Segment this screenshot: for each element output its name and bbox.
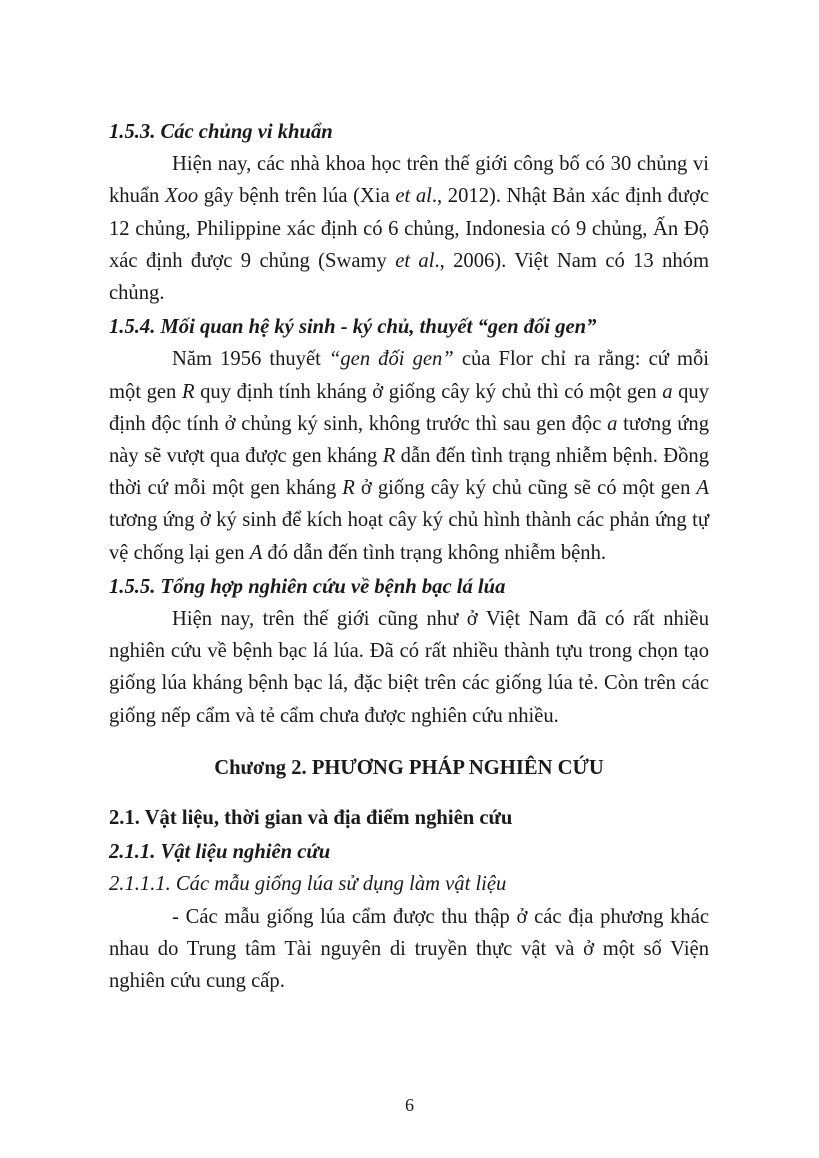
chapter-2-title: Chương 2. PHƯƠNG PHÁP NGHIÊN CỨU bbox=[214, 756, 604, 779]
section-2-1-1-title: 2.1.1. Vật liệu nghiên cứu bbox=[109, 841, 331, 864]
section-1-5-4-title: 1.5.4. Mối quan hệ ký sinh - ký chủ, thuyết “gen đối gen” bbox=[109, 316, 597, 339]
section-2-1-1-1-title: 2.1.1.1. Các mẫu giống lúa sử dụng làm vật liệu bbox=[109, 873, 507, 896]
page-number: 6 bbox=[405, 1095, 414, 1115]
section-1-5-4-paragraph: Năm 1956 thuyết “gen đối gen” của Flor chỉ ra rằng: cứ mỗi một gen R quy định tính kháng ở giống cây ký chủ thì có một gen a quy định độc tính ở chủng ký sinh, không trước thì sau gen độc a tương ứng này sẽ vượt qua được gen kháng R dẫn đến tình trạng nhiễm bệnh. Đồng thời cứ mỗi một gen kháng R ở giống cây ký chủ cũng sẽ có một gen A tương ứng ở ký sinh để kích hoạt cây ký chủ hình thành các phản ứng tự vệ chống lại gen A đó dẫn đến tình trạng không nhiễm bệnh. bbox=[109, 348, 709, 564]
section-2-1-1-1-paragraph: - Các mẫu giống lúa cẩm được thu thập ở các địa phương khác nhau do Trung tâm Tài nguyên di truyền thực vật và ở một số Viện nghiên cứu cung cấp. bbox=[109, 905, 709, 993]
section-1-5-3-paragraph: Hiện nay, các nhà khoa học trên thế giới công bố có 30 chủng vi khuẩn Xoo gây bệnh trên lúa (Xia et al., 2012). Nhật Bản xác định được 12 chủng, Philippine xác định có 6 chủng, Indonesia có 9 chủng, Ấn Độ xác định được 9 chủng (Swamy et al., 2006). Việt Nam có 13 nhóm chủng. bbox=[109, 153, 710, 305]
section-1-5-5-paragraph: Hiện nay, trên thế giới cũng như ở Việt Nam đã có rất nhiều nghiên cứu về bệnh bạc lá lúa. Đã có rất nhiều thành tựu trong chọn tạo giống lúa kháng bệnh bạc lá, đặc biệt trên các giống lúa tẻ. Còn trên các giống nếp cẩm và tẻ cẩm chưa được nghiên cứu nhiều. bbox=[109, 608, 709, 727]
section-2-1-title: 2.1. Vật liệu, thời gian và địa điểm nghiên cứu bbox=[109, 807, 513, 830]
section-1-5-5-title: 1.5.5. Tổng hợp nghiên cứu về bệnh bạc lá lúa bbox=[109, 575, 506, 598]
document-page bbox=[109, 114, 709, 997]
section-1-5-3-title: 1.5.3. Các chủng vi khuẩn bbox=[109, 121, 333, 143]
